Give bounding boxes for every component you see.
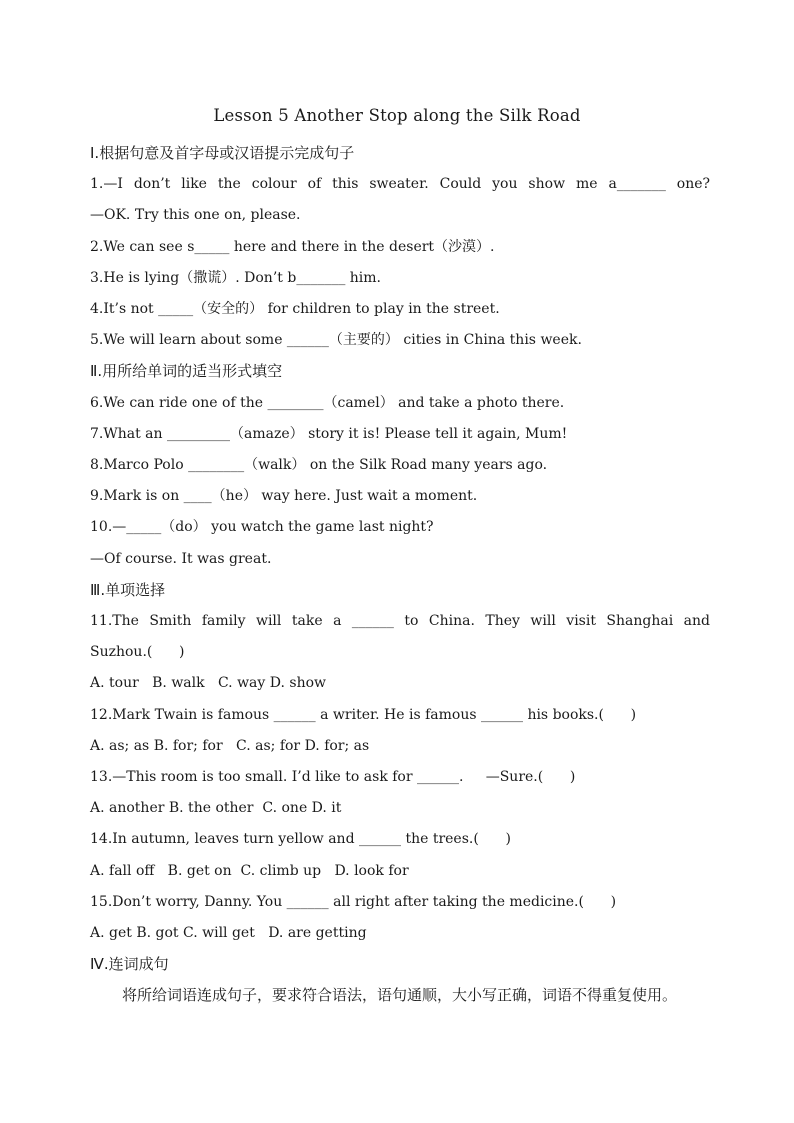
answer-options: A. fall off B. get on C. climb up D. look for — [90, 863, 409, 879]
question-line: 7.What an _________（amaze） story it is! Please tell it again, Mum! — [90, 426, 568, 442]
question-line: 4.It’s not _____（安全的） for children to play in the street. — [90, 301, 500, 317]
question-line: 14.In autumn, leaves turn yellow and ______ the trees.( ) — [90, 831, 511, 847]
answer-options: A. get B. got C. will get D. are getting — [90, 925, 367, 941]
question-line: —OK. Try this one on, please. — [90, 207, 301, 223]
section-heading-1: Ⅰ.根据句意及首字母或汉语提示完成句子 — [90, 144, 355, 162]
question-line: 2.We can see s_____ here and there in the desert（沙漠）. — [90, 239, 495, 255]
question-line: 11.The Smith family will take a ______ to China. They will visit Shanghai and — [90, 613, 710, 629]
question-line: Suzhou.( ) — [90, 644, 185, 660]
question-line: 9.Mark is on ____（he） way here. Just wait a moment. — [90, 488, 478, 504]
answer-options: A. as; as B. for; for C. as; for D. for; as — [90, 738, 370, 754]
question-line: —Of course. It was great. — [90, 551, 272, 567]
section-heading-4: Ⅳ.连词成句 — [90, 955, 169, 973]
section-heading-2: Ⅱ.用所给单词的适当形式填空 — [90, 362, 283, 380]
question-line: 13.—This room is too small. I’d like to ask for ______. —Sure.( ) — [90, 769, 576, 785]
instruction-text: 将所给词语连成句子，要求符合语法，语句通顺，大小写正确，词语不得重复使用。 — [122, 986, 678, 1004]
question-line: 1.—I don’t like the colour of this sweater. Could you show me a_______ one? — [90, 176, 710, 192]
answer-options: A. tour B. walk C. way D. show — [90, 675, 326, 691]
question-line: 15.Don’t worry, Danny. You ______ all right after taking the medicine.( ) — [90, 894, 617, 910]
question-line: 6.We can ride one of the ________（camel） and take a photo there. — [90, 395, 565, 411]
question-line: 12.Mark Twain is famous ______ a writer. He is famous ______ his books.( ) — [90, 707, 637, 723]
question-line: 10.—_____（do） you watch the game last night? — [90, 519, 434, 535]
question-line: 3.He is lying（撒谎）. Don’t b_______ him. — [90, 270, 381, 286]
page-title: Lesson 5 Another Stop along the Silk Road — [213, 106, 581, 125]
section-heading-3: Ⅲ.单项选择 — [90, 581, 166, 599]
question-line: 5.We will learn about some ______（主要的） cities in China this week. — [90, 332, 582, 348]
question-line: 8.Marco Polo ________（walk） on the Silk Road many years ago. — [90, 457, 548, 473]
answer-options: A. another B. the other C. one D. it — [90, 800, 342, 816]
